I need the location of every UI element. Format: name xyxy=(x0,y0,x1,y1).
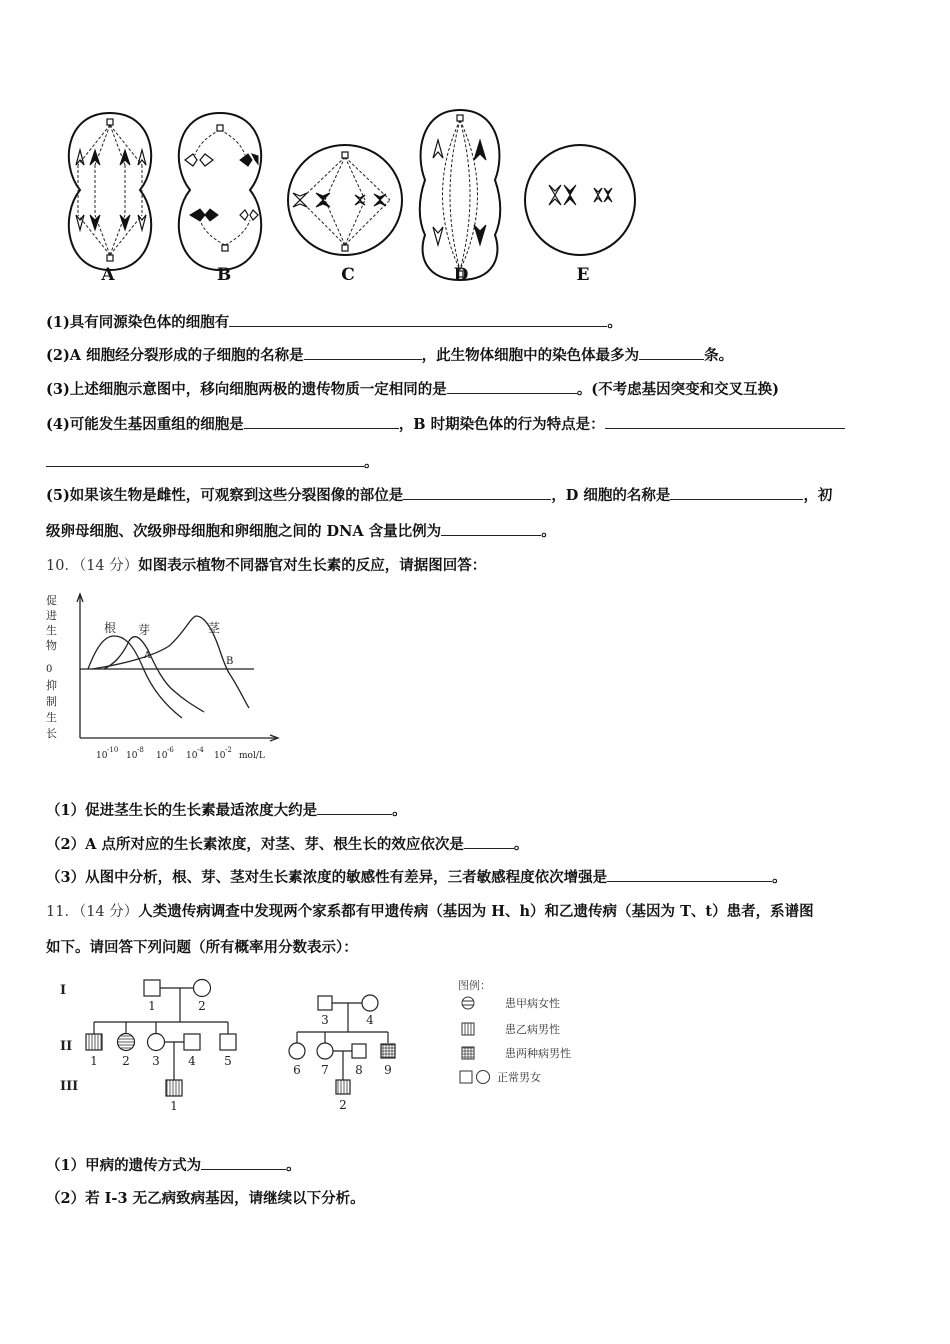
answer-blank[interactable] xyxy=(441,521,541,536)
auxin-response-chart xyxy=(44,588,284,768)
svg-text:4: 4 xyxy=(366,1013,374,1027)
svg-text:-4: -4 xyxy=(197,746,204,754)
svg-text:7: 7 xyxy=(321,1063,329,1077)
svg-text:进: 进 xyxy=(46,609,57,622)
series-label-stem: 茎 xyxy=(208,621,221,635)
svg-text:-10: -10 xyxy=(107,746,119,754)
answer-blank[interactable] xyxy=(201,1155,286,1170)
q11-sub2: （2）若 I-3 无乙病致病基因，请继续以下分析。 xyxy=(46,1190,365,1207)
svg-text:-2: -2 xyxy=(225,746,232,754)
answer-blank[interactable] xyxy=(670,485,803,500)
svg-text:5: 5 xyxy=(224,1054,232,1068)
svg-text:3: 3 xyxy=(321,1013,329,1027)
pedigree-figure xyxy=(52,972,412,1114)
answer-blank[interactable] xyxy=(447,379,577,394)
svg-text:-8: -8 xyxy=(137,746,144,754)
q9-sub5-cont: 级卵母细胞、次级卵母细胞和卵细胞之间的 DNA 含量比例为 。 xyxy=(46,523,556,540)
svg-text:物: 物 xyxy=(46,639,57,652)
svg-text:生: 生 xyxy=(46,711,57,724)
answer-blank[interactable] xyxy=(46,452,364,467)
svg-text:抑: 抑 xyxy=(46,679,57,692)
answer-blank[interactable] xyxy=(607,867,772,882)
pedigree-chart xyxy=(52,972,412,1114)
series-label-root: 根 xyxy=(104,621,117,635)
q11-stem-line2: 如下。请回答下列问题（所有概率用分数表示）： xyxy=(46,939,358,956)
svg-text:10: 10 xyxy=(156,751,168,761)
svg-text:9: 9 xyxy=(384,1063,392,1077)
svg-text:0: 0 xyxy=(46,664,53,675)
answer-blank[interactable] xyxy=(639,345,704,360)
generation-label: I xyxy=(60,983,67,998)
svg-text:3: 3 xyxy=(152,1054,160,1068)
svg-text:长: 长 xyxy=(46,727,57,740)
q10-stem: 10．（14 分）如图表示植物不同器官对生长素的反应，请据图回答： xyxy=(46,557,487,574)
legend-item: 正常男女 xyxy=(497,1071,541,1084)
cell-label-e: E xyxy=(576,265,590,285)
svg-text:mol/L: mol/L xyxy=(239,751,265,761)
svg-text:2: 2 xyxy=(339,1098,347,1112)
answer-blank[interactable] xyxy=(605,414,845,429)
point-label-a: A xyxy=(144,651,151,661)
series-label-bud: 芽 xyxy=(138,623,151,637)
q9-sub1: (1)具有同源染色体的细胞有 。 xyxy=(46,314,622,331)
svg-text:-6: -6 xyxy=(167,746,174,754)
svg-text:4: 4 xyxy=(188,1054,196,1068)
point-label-b: B xyxy=(226,656,234,667)
cell-label-b: B xyxy=(216,265,232,285)
answer-blank[interactable] xyxy=(403,485,551,500)
q9-sub2: (2)A 细胞经分裂形成的子细胞的名称是 ，此生物体细胞中的染色体最多为 条。 xyxy=(46,347,734,364)
answer-blank[interactable] xyxy=(317,800,392,815)
legend-item: 患乙病男性 xyxy=(505,1023,560,1036)
svg-text:制: 制 xyxy=(46,695,57,708)
answer-blank[interactable] xyxy=(244,414,399,429)
generation-label: II xyxy=(60,1039,73,1054)
legend-item: 患甲病女性 xyxy=(505,997,560,1010)
q10-sub1: （1）促进茎生长的生长素最适浓度大约是 。 xyxy=(46,802,407,819)
answer-blank[interactable] xyxy=(229,312,607,327)
svg-text:2: 2 xyxy=(198,999,206,1013)
svg-text:1: 1 xyxy=(170,1099,178,1113)
cell-division-diagram xyxy=(40,95,660,295)
q9-sub4: (4)可能发生基因重组的细胞是 ，B 时期染色体的行为特点是： xyxy=(46,414,845,435)
q9-sub4-cont: 。 xyxy=(46,452,379,473)
cell-label-d: D xyxy=(453,265,469,285)
svg-text:10: 10 xyxy=(186,751,198,761)
svg-text:生: 生 xyxy=(46,624,57,637)
cell-label-c: C xyxy=(341,265,355,285)
cell-division-figure xyxy=(40,95,660,295)
svg-text:1: 1 xyxy=(148,999,156,1013)
answer-blank[interactable] xyxy=(304,345,422,360)
legend-item: 患两种病男性 xyxy=(505,1047,571,1060)
cell-label-a: A xyxy=(101,265,115,285)
q9-sub3: (3)上述细胞示意图中，移向细胞两极的遗传物质一定相同的是 。(不考虑基因突变和交叉互换) xyxy=(46,381,780,398)
svg-text:8: 8 xyxy=(355,1063,363,1077)
svg-text:6: 6 xyxy=(293,1063,301,1077)
svg-text:促: 促 xyxy=(46,594,57,607)
svg-text:1: 1 xyxy=(90,1054,98,1068)
pedigree-legend xyxy=(455,975,595,1095)
svg-text:2: 2 xyxy=(122,1054,130,1068)
answer-blank[interactable] xyxy=(464,834,514,849)
svg-text:10: 10 xyxy=(96,751,108,761)
auxin-chart xyxy=(44,588,284,768)
q9-sub5: (5)如果该生物是雌性，可观察到这些分裂图像的部位是 ，D 细胞的名称是 ，初 xyxy=(46,487,833,504)
svg-text:10: 10 xyxy=(214,751,226,761)
q11-stem-line1: 11．（14 分）人类遗传病调查中发现两个家系都有甲遗传病（基因为 H、h）和乙遗传病（基因为 T、t）患者，系谱图 xyxy=(46,903,814,920)
legend-title: 图例： xyxy=(458,979,491,992)
svg-text:10: 10 xyxy=(126,751,138,761)
q11-sub1: （1）甲病的遗传方式为 。 xyxy=(46,1157,301,1174)
q10-sub3: （3）从图中分析，根、芽、茎对生长素浓度的敏感性有差异，三者敏感程度依次增强是 。 xyxy=(46,869,787,886)
q10-sub2: （2）A 点所对应的生长素浓度，对茎、芽、根生长的效应依次是 。 xyxy=(46,836,529,853)
generation-label: III xyxy=(60,1079,79,1094)
